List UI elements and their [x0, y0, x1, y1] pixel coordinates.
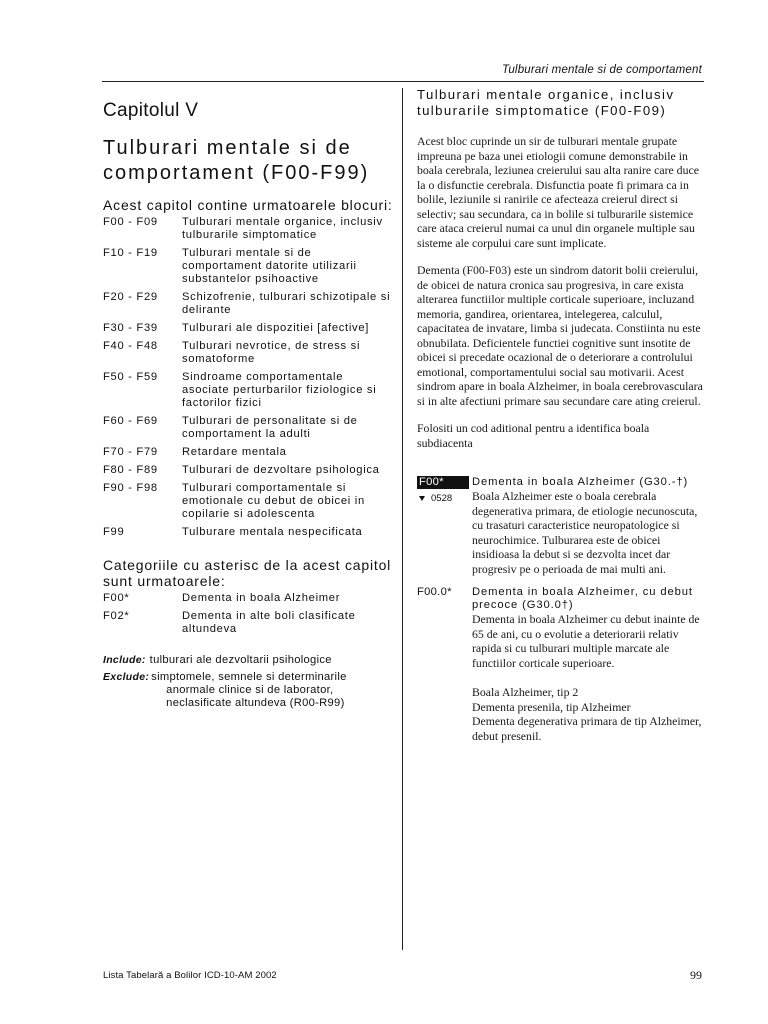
block-code: F70 - F79 — [103, 446, 158, 458]
asterisk-code: F02* — [103, 610, 130, 622]
exclude-text — [149, 671, 346, 710]
block-desc: Tulburari de dezvoltare psihologica — [182, 464, 380, 476]
block-code: F99 — [103, 526, 125, 538]
block-desc: Tulburari mentale si de comportament datorite utilizarii substantelor psihoactive — [182, 247, 357, 285]
triangle-down-icon — [419, 496, 425, 501]
entry-text: Boala Alzheimer este o boala cerebrala degenerativa primara, de etiologie necunoscuta, cu trasaturi caracteristice neuropatologice si neurochimice. Tulburarea este de obicei insidioasa la debut si se dezvolta incet dar progresiv pe o perioada de mai multi ani. — [472, 489, 698, 576]
asterisk-code: F00* — [103, 592, 130, 604]
additional-code-note: Folositi un cod aditional pentru a identifica boala subdiacenta — [417, 421, 650, 450]
asterisk-list — [103, 592, 393, 636]
block-row — [103, 371, 393, 410]
block-row — [103, 526, 393, 539]
block-heading: Tulburari mentale organice, inclusiv tulburarile simptomatice (F00-F09) — [417, 87, 675, 118]
block-row — [103, 340, 393, 366]
entry-f00-0 — [417, 586, 707, 743]
exclude-label: Exclude: — [103, 671, 150, 683]
entry-text: Dementa in boala Alzheimer cu debut inainte de 65 de ani, cu o evolutie a deteriorarii relativ rapida si cu tulburari multiple marcate ale functiilor corticale superioare. — [472, 612, 700, 670]
block-code: F80 - F89 — [103, 464, 158, 476]
block-row — [103, 464, 393, 477]
synonym-item: Dementa presenila, tip Alzheimer — [472, 699, 631, 714]
block-code: F60 - F69 — [103, 415, 158, 427]
cross-reference — [417, 493, 452, 504]
block-desc: Tulburari comportamentale si emotionale cu debut de obicei in copilarie si adolescenta — [182, 482, 365, 520]
entry-title: Dementa in boala Alzheimer, cu debut precoce (G30.0†) — [472, 586, 693, 611]
asterisk-desc: Dementa in boala Alzheimer — [182, 592, 341, 604]
intro-paragraph: Acest bloc cuprinde un sir de tulburari mentale grupate impreuna pe baza unei etiologii comune demonstrabile in boala cerebrala, leziunea creierului sau alta ranire care duce la o disfunctie cerebrala. Disfunctia poate fi primara ca in bolile, leziunile si ranirile ce afecteaza creierul direct si selectiv; sau secundara, ca in bolile si tulburarile sistemice care ataca creierul numai ca unul din organele multiple sau sisteme ale corpului care sunt implicate. — [417, 134, 699, 250]
entry-title: Dementa in boala Alzheimer (G30.-†) — [472, 476, 689, 488]
entry-code: F00* — [417, 476, 469, 489]
running-head: Tulburari mentale si de comportament — [501, 64, 702, 76]
asterisk-heading: Categoriile cu asterisc de la acest capitol sunt urmatoarele: — [103, 557, 392, 589]
chapter-label: Capitolul V — [103, 100, 199, 121]
block-code: F10 - F19 — [103, 247, 158, 259]
block-desc: Tulburare mentala nespecificata — [182, 526, 363, 538]
block-code: F00 - F09 — [103, 216, 158, 228]
include-label: Include: — [103, 654, 146, 666]
block-code: F90 - F98 — [103, 482, 158, 494]
block-desc: Tulburari nevrotice, de stress si somatoforme — [182, 340, 361, 365]
chapter-title: Tulburari mentale si de comportament (F00-F99) — [103, 137, 370, 184]
block-desc: Tulburari ale dispozitiei [afective] — [182, 322, 370, 334]
cross-reference-number: 0528 — [431, 493, 453, 504]
block-code: F40 - F48 — [103, 340, 158, 352]
block-row — [103, 415, 393, 441]
footer-title: Lista Tabelară a Bolilor ICD-10-AM 2002 — [103, 970, 277, 981]
blocks-list — [103, 216, 393, 539]
asterisk-row — [103, 592, 393, 605]
asterisk-desc: Dementa in alte boli clasificate altundeva — [182, 610, 356, 635]
entry-code: F00.0* — [417, 586, 452, 598]
block-code: F30 - F39 — [103, 322, 158, 334]
include-text: tulburari ale dezvoltarii psihologice — [149, 654, 332, 666]
synonym-list — [472, 685, 707, 743]
exclude-note — [103, 671, 393, 710]
block-desc: Retardare mentala — [182, 446, 287, 458]
block-desc: Sindroame comportamentale asociate perturbarilor fiziologice si factorilor fizici — [182, 371, 377, 409]
exclude-line: simptomele, semnele si determinarile — [151, 671, 347, 683]
asterisk-row — [103, 610, 393, 636]
include-note — [103, 654, 393, 667]
synonym-item: Dementa degenerativa primara de tip Alzheimer, debut presenil. — [472, 714, 702, 743]
entry-f00 — [417, 476, 707, 576]
block-row — [103, 216, 393, 242]
blocks-heading: Acest capitol contine urmatoarele blocuri: — [103, 197, 393, 213]
block-desc: Schizofrenie, tulburari schizotipale si delirante — [182, 291, 391, 316]
block-row — [103, 247, 393, 286]
block-row — [103, 291, 393, 317]
right-column — [417, 87, 707, 743]
exclude-line: neclasificate altundeva (R00-R99) — [166, 697, 345, 709]
dementia-paragraph: Dementa (F00-F03) este un sindrom datorit bolii creierului, de obicei de natura cronica sau progresiva, in care exista alterarea functiilor multiple corticale superioare, incluzand memoria, gandirea, orientarea, intelegerea, calculul, capacitatea de invatare, limba si judecata. Constiinta nu este obnubilata. Deficientele functiei cognitive sunt insotite de obicei si precedate ocazional de o deteriorare a controlului emotional, comportamentului social sau motivarii. Acest sindrom apare in boala Alzheimer, in boala cerebrovasculara si in alte afectiuni primare sau secundare care ating creierul. — [417, 263, 703, 408]
block-desc: Tulburari mentale organice, inclusiv tulburarile simptomatice — [182, 216, 383, 241]
block-row — [103, 322, 393, 335]
header-rule — [102, 81, 704, 82]
page-number: 99 — [690, 968, 702, 982]
left-column — [103, 100, 393, 710]
column-divider — [402, 88, 403, 950]
block-code: F50 - F59 — [103, 371, 158, 383]
block-code: F20 - F29 — [103, 291, 158, 303]
exclude-line: anormale clinice si de laborator, — [166, 684, 334, 696]
block-row — [103, 482, 393, 521]
block-desc: Tulburari de personalitate si de comportament la adulti — [182, 415, 358, 440]
block-row — [103, 446, 393, 459]
synonym-item: Boala Alzheimer, tip 2 — [472, 685, 579, 699]
